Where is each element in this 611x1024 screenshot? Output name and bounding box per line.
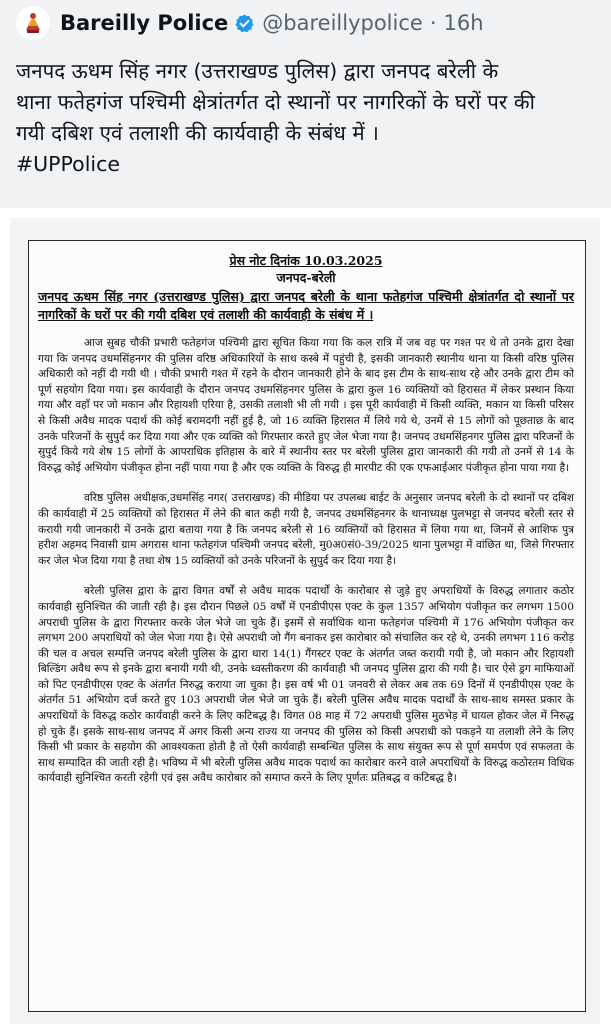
tweet-text-line: जनपद ऊधम सिंह नगर (उत्तराखण्ड पुलिस) द्वारा जनपद बरेली के	[16, 59, 499, 83]
tweet-text	[16, 56, 601, 180]
up-police-emblem-icon	[16, 6, 50, 40]
avatar[interactable]	[16, 6, 50, 40]
separator-dot: ·	[429, 11, 437, 35]
press-note-paragraph: आज सुबह चौकी प्रभारी फतेहगंज पश्चिमी द्वारा सूचित किया गया कि कल रात्रि में जब वह पर गश्त पर थे तो उनके द्वारा देखा गया कि जनपद उधमसिंहनगर की पुलिस वरिष्ठ अधिकारियों के साथ कस्बे में पहुंची है, इसकी जानकारी स्थानीय थाना या किसी वरिष्ठ पुलिस अधिकारी को नहीं दी गयी थी । चौकी प्रभारी गश्त में रहने के दौरान जानकारी होने के बाद इस टीम के साथ-साथ रहे और उनके द्वारा टीम को पूर्ण सहयोग दिया गया। इस कार्यवाही के दौरान जनपद उधमसिंहनगर पुलिस के द्वारा कुल 16 व्यक्तियों को हिरासत में लेकर प्रस्थान किया गया और वहाँ पर जो मकान और रिहायशी एरिया है, उसकी तलाशी भी ली गयी । इस पूरी कार्यवाही में किसी व्यक्ति, मकान या किसी परिसर से किसी अवैध मादक पदार्थ की कोई बरामदगी नहीं हुई है, जो 16 व्यक्ति हिरासत में लिये गये थे, उनमें से 15 लोगों को पूछताछ के बाद उनके परिजनों के सुपुर्द कर दिया गया और एक व्यक्ति को गिरफ्तार करते हुए जेल भेजा गया है। जनपद उधमसिंहनगर पुलिस द्वारा परिजनों के सुपुर्द किये गये शेष 15 लोगों के आपराधिक इतिहास के बारे में स्थानीय स्तर पर बरेली पुलिस द्वारा जानकारी की गयी तो उनमें से 14 के विरुद्ध कोई अभियोग पंजीकृत होना नहीं पाया गया है और एक व्यक्ति के विरुद्ध ही मारपीट की एक एफआईआर पंजीकृत होना पाया गया है।	[38, 337, 574, 474]
hashtag-link[interactable]: #UPPolice	[16, 152, 120, 176]
author-row	[60, 8, 484, 38]
press-note-paragraph: वरिष्ठ पुलिस अधीक्षक,उधमसिंह नगर( उत्तराखण्ड) की मीडिया पर उपलब्ध बाईट के अनुसार जनपद बरेली के दो स्थानों पर दबिश की कार्यवाही में 25 व्यक्तियों को हिरासत में लेने की बात कही गयी है, जनपद उधमसिंहनगर के थानाध्यक्ष पुलभट्टा से जनपद बरेली स्तर से करायी गयी जानकारी में उनके द्वारा बताया गया है कि जनपद बरेली से 16 व्यक्तियों को हिरासत में लिया गया था, जिनमें से आशिफ पुत्र हरीश अहमद निवासी ग्राम अगरास थाना फतेहगंज पश्चिमी जनपद बरेली, मु0अ0सं0-39/2025 थाना पुलभट्टा में वांछित था, जिसे गिरफ्तार कर जेल भेज दिया गया है तथा शेष 15 व्यक्तियों को उनके परिजनों के सुपुर्द कर दिया गया है।	[38, 492, 574, 567]
verified-badge-icon	[234, 13, 255, 34]
press-note-title: प्रेस नोट दिनांक 10.03.2025	[229, 253, 383, 268]
author-handle[interactable]: @bareillypolice	[262, 11, 423, 35]
tweet-timestamp[interactable]: 16h	[443, 11, 484, 35]
tweet-text-line: गयी दबिश एवं तलाशी की कार्यवाही के संबंध में ।	[16, 121, 379, 145]
press-note-district: जनपद-बरेली	[276, 270, 336, 285]
press-note-subject: जनपद ऊधम सिंह नगर (उत्तराखण्ड पुलिस) द्वारा जनपद बरेली के थाना फतेहगंज पश्चिमी क्षेत्रांतर्गत दो स्थानों पर नागरिकों के घरों पर की गयी दबिश एवं तलाशी की कार्यवाही के संबंध में ।	[38, 289, 574, 322]
press-note-paragraph: बरेली पुलिस द्वारा के द्वारा विगत वर्षों से अवैध मादक पदार्थों के कारोबार से जुड़े हुए अपराधियों के विरुद्ध लगातार कठोर कार्यवाही सुनिश्चित की जाती रही है। इस दौरान पिछले 05 वर्षों में एनडीपीएस एक्ट के कुल 1357 अभियोग पंजीकृत कर लगभग 1500 अपराधी पुलिस के द्वारा गिरफ्तार करके जेल भेजे जा चुके हैं। इसमें से सर्वाधिक थाना फतेहगंज पश्चिमी में 176 अभियोग पंजीकृत कर लगभग 200 अपराधियों को जेल भेजा गया है। ऐसे अपराधी जो गैंग बनाकर इस कारोबार को संचालित कर रहे थे, उनकी लगभग 116 करोड़ की चल व अचल सम्पत्ति जनपद बरेली पुलिस के द्वारा धारा 14(1) गैंगस्टर एक्ट के अंतर्गत जब्त करायी गयी है, जो मकान और रिहायशी बिल्डिंग अवैध रूप से इनके द्वारा बनायी गयी थी, उनके ध्वस्तीकरण की कार्यवाही भी जनपद पुलिस द्वारा की गयी है। चार ऐसे ड्रग माफियाओं को पिट एनडीपीएस एक्ट के अंतर्गत निरुद्ध कराया जा चुका है। इस वर्ष भी 01 जनवरी से लेकर अब तक 69 दिनों में एनडीपीएस एक्ट के अंतर्गत 51 अभियोग दर्ज करते हुए 103 अपराधी जेल भेजे जा चुके हैं। बरेली पुलिस अवैध मादक पदार्थों के साथ-साथ समस्त प्रकार के अपराधियों के विरुद्ध कठोर कार्यवाही करने के लिए कटिबद्ध है। विगत 08 माह में 72 अपराधी पुलिस मुठभेड़ में घायल होकर जेल में निरुद्ध हो चुके हैं। इसके साथ-साथ जनपद में अगर किसी अन्य राज्य या जनपद की पुलिस को किसी अपराधी को पकड़ने या तलाशी लेने के लिए किसी भी प्रकार के सहयोग की आवश्यकता होती है तो ऐसी कार्यवाही सम्बन्धित पुलिस के साथ संयुक्त रूप से पूर्ण समर्पण एवं सफलता के साथ सम्पादित की जाती रही है। भविष्य में भी बरेली पुलिस अवैध मादक पदार्थ का कारोबार करने वाले अपराधियों के विरुद्ध कठोरतम विधिक कार्यवाही सुनिश्चित करती रहेगी एवं इस अवैध कारोबार को समाप्त करने के लिए पूर्णतः प्रतिबद्ध व कटिबद्ध है।	[38, 585, 574, 785]
tweet-header	[0, 0, 611, 208]
tweet-text-line: थाना फतेहगंज पश्चिमी क्षेत्रांतर्गत दो स्थानों पर नागरिकों के घरों पर की	[16, 90, 535, 114]
press-note-content	[38, 252, 574, 787]
author-name[interactable]: Bareilly Police	[60, 11, 229, 35]
